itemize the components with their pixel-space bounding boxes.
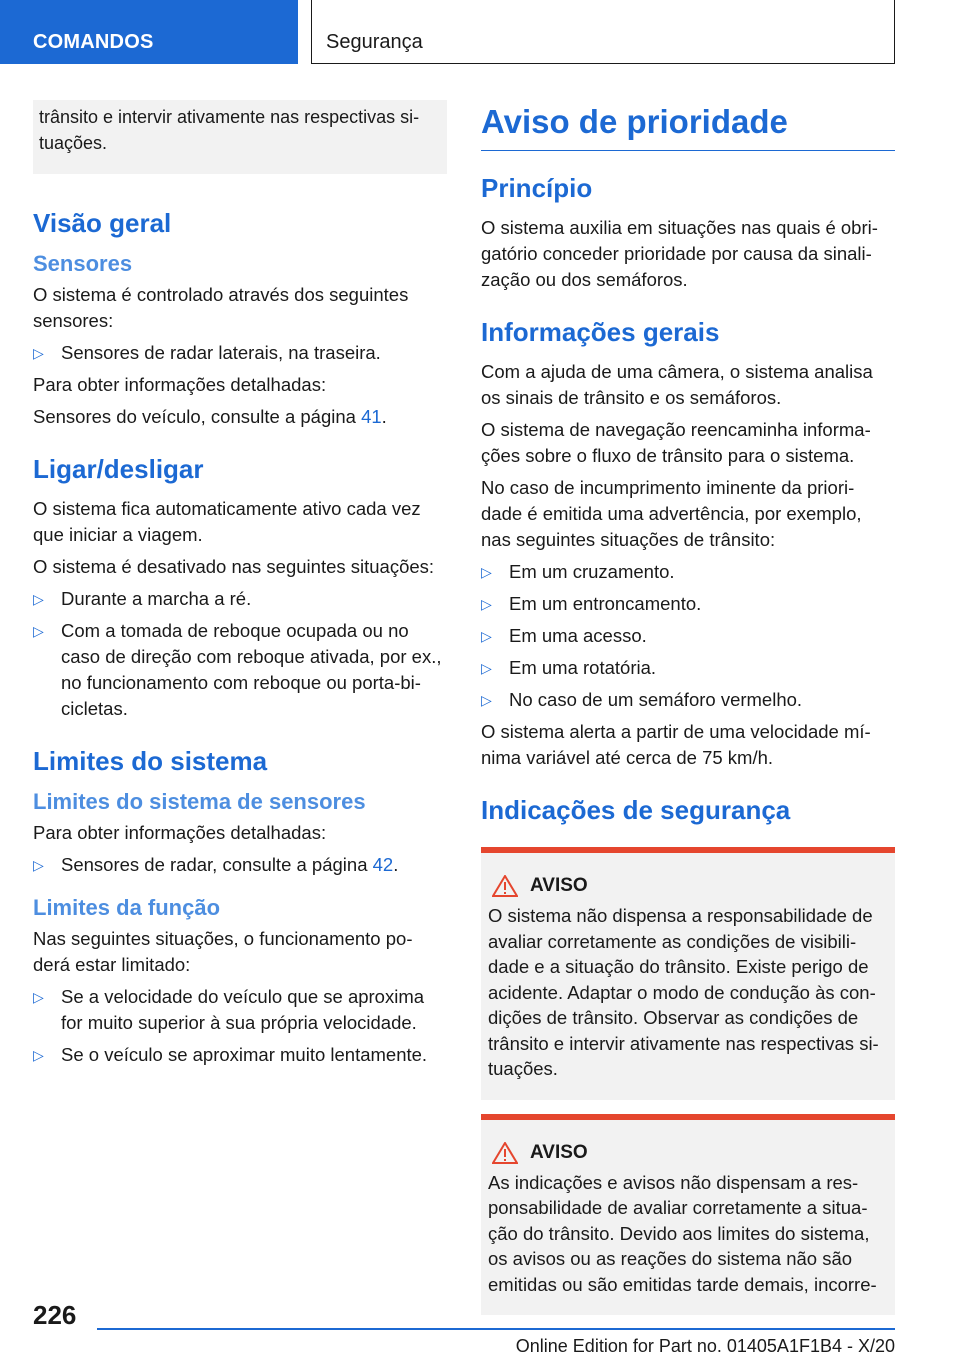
- edition-note: Online Edition for Part no. 01405A1F1B4 - X/20: [515, 1336, 895, 1356]
- triangle-bullet-icon: ▷: [481, 628, 492, 644]
- heading-informacoes-gerais: Informações gerais: [481, 317, 720, 347]
- paragraph: O sistema é desativado nas seguintes situações:: [33, 556, 435, 577]
- triangle-bullet-icon: ▷: [481, 596, 492, 612]
- bullet-list: [33, 852, 447, 878]
- list-item: ▷ Com a tomada de reboque ocupada ou no caso de direção com reboque ativada, por ex., no funcionamento com reboque ou porta-bi-cicletas.: [33, 620, 442, 719]
- paragraph: No caso de incumprimento iminente da priori-dade é emitida uma advertência, por exemplo, nas seguintes situações de trânsito:: [481, 477, 862, 550]
- triangle-bullet-icon: ▷: [33, 623, 44, 639]
- triangle-bullet-icon: ▷: [33, 591, 44, 607]
- bullet-list: [33, 984, 447, 1068]
- warning-text: O sistema não dispensa a responsabilidade de avaliar corretamente as condições de visibili-dade e a situação do trânsito. Existe perigo de acidente. Adaptar o modo de condução às con-dições de trânsito. Observar as condições de trânsito e intervir ativamente nas respectivas si-tuações.: [488, 905, 879, 1079]
- bullet-list: [33, 340, 447, 366]
- paragraph: O sistema de navegação reencaminha informa-ções sobre o fluxo de trânsito para o sistema.: [481, 419, 871, 466]
- continued-warning-box: [33, 100, 447, 174]
- footer-divider: [97, 1328, 895, 1330]
- list-item: ▷ Em um cruzamento.: [481, 559, 895, 585]
- warning-title: AVISO: [492, 875, 888, 897]
- list-item: ▷ Se o veículo se aproximar muito lentamente.: [33, 1042, 447, 1068]
- heading-principio: Princípio: [481, 173, 593, 203]
- triangle-bullet-icon: ▷: [481, 692, 492, 708]
- heading-limites-sensores: Limites do sistema de sensores: [33, 789, 366, 814]
- bullet-list: [33, 586, 447, 722]
- paragraph: O sistema fica automaticamente ativo cada vez que iniciar a viagem.: [33, 498, 421, 545]
- triangle-bullet-icon: ▷: [481, 660, 492, 676]
- triangle-bullet-icon: ▷: [33, 857, 44, 873]
- list-item: ▷ Durante a marcha a ré.: [33, 586, 447, 612]
- triangle-bullet-icon: ▷: [33, 1047, 44, 1063]
- paragraph: O sistema auxilia em situações nas quais é obri-gatório conceder prioridade por causa da sinali-zação ou dos semáforos.: [481, 217, 878, 290]
- page-header: [0, 0, 960, 66]
- chapter-tab: Segurança: [311, 0, 895, 64]
- section-title: Aviso de prioridade: [481, 100, 895, 151]
- list-item: ▷ Sensores de radar, consulte a página 42.: [33, 852, 447, 878]
- paragraph: Nas seguintes situações, o funcionamento po-derá estar limitado:: [33, 928, 413, 975]
- paragraph: Para obter informações detalhadas:: [33, 822, 327, 843]
- triangle-bullet-icon: ▷: [33, 345, 44, 361]
- page-link-41[interactable]: 41: [361, 406, 382, 427]
- warning-triangle-icon: [492, 875, 518, 897]
- triangle-bullet-icon: ▷: [481, 564, 492, 580]
- list-item: ▷ No caso de um semáforo vermelho.: [481, 687, 895, 713]
- page-reference: Sensores do veículo, consulte a página 41.: [33, 406, 387, 427]
- heading-ligar-desligar: Ligar/desligar: [33, 454, 204, 484]
- paragraph: Para obter informações detalhadas:: [33, 374, 327, 395]
- list-item: ▷ Sensores de radar laterais, na traseira.: [33, 340, 447, 366]
- list-item: ▷ Se a velocidade do veículo que se aproxima for muito superior à sua própria velocidade.: [33, 986, 425, 1033]
- heading-limites-sistema: Limites do sistema: [33, 746, 268, 776]
- warning-text: As indicações e avisos não dispensam a res-ponsabilidade de avaliar corretamente a situa-ção do trânsito. Devido aos limites do sistema, os avisos ou as reações do sistema não são emitidas ou são emitidas tarde demais, incorre-: [488, 1171, 877, 1295]
- heading-visao-geral: Visão geral: [33, 208, 172, 238]
- list-item: ▷ Em uma acesso.: [481, 623, 895, 649]
- left-column: [33, 100, 447, 1074]
- heading-limites-funcao: Limites da função: [33, 895, 221, 920]
- list-item: ▷ Em um entroncamento.: [481, 591, 895, 617]
- paragraph: O sistema é controlado através dos seguintes sensores:: [33, 284, 409, 331]
- page-number: 226: [33, 1300, 77, 1330]
- heading-sensores: Sensores: [33, 251, 133, 276]
- warning-box: [481, 1114, 895, 1316]
- warning-triangle-icon: [492, 1142, 518, 1164]
- continued-warning-text: trânsito e intervir ativamente nas respectivas si-tuações.: [39, 107, 420, 153]
- heading-indicacoes-seguranca: Indicações de segurança: [481, 795, 791, 825]
- section-tab: COMANDOS: [0, 0, 298, 64]
- page-link-42[interactable]: 42: [372, 854, 394, 875]
- paragraph: Com a ajuda de uma câmera, o sistema analisa os sinais de trânsito e os semáforos.: [481, 361, 873, 408]
- list-item: ▷ Em uma rotatória.: [481, 655, 895, 681]
- paragraph: O sistema alerta a partir de uma velocidade mí-nima variável até cerca de 75 km/h.: [481, 721, 871, 768]
- right-column: [481, 100, 895, 1329]
- triangle-bullet-icon: ▷: [33, 989, 44, 1005]
- warning-box: [481, 847, 895, 1100]
- warning-title: AVISO: [492, 1142, 888, 1164]
- bullet-list: [481, 559, 895, 713]
